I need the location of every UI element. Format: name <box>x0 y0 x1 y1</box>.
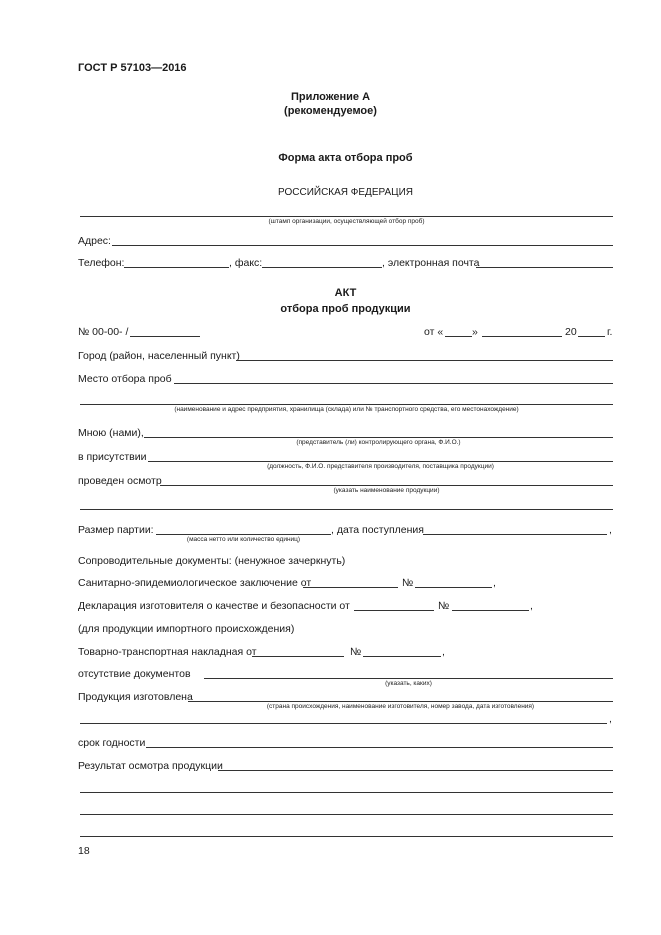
federation-heading: РОССИЙСКАЯ ФЕДЕРАЦИЯ <box>278 187 413 198</box>
waybill-number-field[interactable] <box>363 656 441 657</box>
produced-field[interactable] <box>188 701 613 702</box>
presence-label: в присутствии <box>78 451 147 463</box>
place-label: Место отбора проб <box>78 373 172 385</box>
absence-label: отсутствие документов <box>78 668 191 680</box>
shelf-life-label: срок годности <box>78 737 146 749</box>
act-subtitle: отбора проб продукции <box>280 303 411 315</box>
sanitary-comma: , <box>493 577 496 589</box>
address-label: Адрес: <box>78 235 111 247</box>
email-field[interactable] <box>476 267 613 268</box>
fax-label: , факс: <box>229 257 263 269</box>
fax-field[interactable] <box>262 267 382 268</box>
form-title: Форма акта отбора проб <box>278 152 413 164</box>
produced-comma: , <box>609 713 612 725</box>
result-label: Результат осмотра продукции <box>78 760 223 772</box>
place-field[interactable] <box>174 383 613 384</box>
inspection-caption: (указать наименование продукции) <box>333 487 440 494</box>
city-label: Город (район, населенный пункт) <box>78 350 240 362</box>
sanitary-date-field[interactable] <box>303 587 398 588</box>
inspection-field-continued[interactable] <box>80 509 613 510</box>
sanitary-number-field[interactable] <box>415 587 492 588</box>
sanitary-num-sign: № <box>402 577 414 589</box>
place-field-continued[interactable] <box>80 404 613 405</box>
import-note: (для продукции импортного происхождения) <box>78 623 295 635</box>
batch-label: Размер партии: <box>78 524 154 536</box>
standard-code: ГОСТ Р 57103—2016 <box>78 62 187 74</box>
declaration-number-field[interactable] <box>452 610 529 611</box>
docs-label: Сопроводительные документы: (ненужное зачеркнуть) <box>78 555 346 567</box>
inspection-field[interactable] <box>160 485 613 486</box>
declaration-num-sign: № <box>438 600 450 612</box>
appendix-status: (рекомендуемое) <box>284 105 377 117</box>
act-number-field[interactable] <box>130 336 200 337</box>
act-number-label: № 00-00- / <box>78 326 129 338</box>
shelf-life-field[interactable] <box>146 747 613 748</box>
batch-field[interactable] <box>156 534 331 535</box>
arrival-label: , дата поступления <box>331 524 424 536</box>
place-caption: (наименование и адрес предприятия, хранилища (склада) или № транспортного средства, его местонахождение) <box>174 406 519 413</box>
stamp-line[interactable] <box>80 216 613 217</box>
waybill-num-sign: № <box>350 646 362 658</box>
produced-label: Продукция изготовлена <box>78 691 193 703</box>
declaration-date-field[interactable] <box>354 610 434 611</box>
declaration-comma: , <box>530 600 533 612</box>
absence-caption: (указать, каких) <box>385 680 432 687</box>
arrival-comma: , <box>609 524 612 536</box>
result-field[interactable] <box>218 770 613 771</box>
stamp-caption: (штамп организации, осуществляющей отбор проб) <box>268 218 425 225</box>
year-suffix: г. <box>607 326 613 338</box>
by-me-caption: (представитель (ли) контролирующего органа, Ф.И.О.) <box>296 439 461 446</box>
sanitary-label: Санитарно-эпидемиологическое заключение от <box>78 577 312 589</box>
phone-label: Телефон: <box>78 257 125 269</box>
date-from-label: от « <box>424 326 444 338</box>
waybill-date-field[interactable] <box>252 656 344 657</box>
inspection-label: проведен осмотр <box>78 475 162 487</box>
batch-caption: (масса нетто или количество единиц) <box>186 536 301 543</box>
arrival-field[interactable] <box>423 534 607 535</box>
date-day-field[interactable] <box>445 336 472 337</box>
result-field-line-3[interactable] <box>80 814 613 815</box>
presence-caption: (должность, Ф.И.О. представителя производителя, поставщика продукции) <box>267 463 494 470</box>
year-prefix: 20 <box>565 326 577 338</box>
email-label: , электронная почта <box>382 257 480 269</box>
absence-field[interactable] <box>204 678 613 679</box>
produced-caption: (страна происхождения, наименование изготовителя, номер завода, дата изготовления) <box>266 703 535 710</box>
appendix-title: Приложение А <box>290 91 371 103</box>
declaration-label: Декларация изготовителя о качестве и безопасности от <box>78 600 350 612</box>
date-month-field[interactable] <box>482 336 562 337</box>
date-quote: » <box>472 326 478 338</box>
result-field-line-2[interactable] <box>80 792 613 793</box>
result-field-line-4[interactable] <box>80 836 613 837</box>
waybill-label: Товарно-транспортная накладная от <box>78 646 257 658</box>
presence-field[interactable] <box>148 461 613 462</box>
city-field[interactable] <box>236 360 613 361</box>
act-title: АКТ <box>334 287 357 299</box>
phone-field[interactable] <box>124 267 229 268</box>
year-field[interactable] <box>578 336 605 337</box>
produced-field-continued[interactable] <box>80 723 607 724</box>
page-number: 18 <box>78 845 90 857</box>
address-field[interactable] <box>112 245 613 246</box>
by-me-field[interactable] <box>144 437 613 438</box>
waybill-comma: , <box>442 646 445 658</box>
by-me-label: Мною (нами), <box>78 427 144 439</box>
